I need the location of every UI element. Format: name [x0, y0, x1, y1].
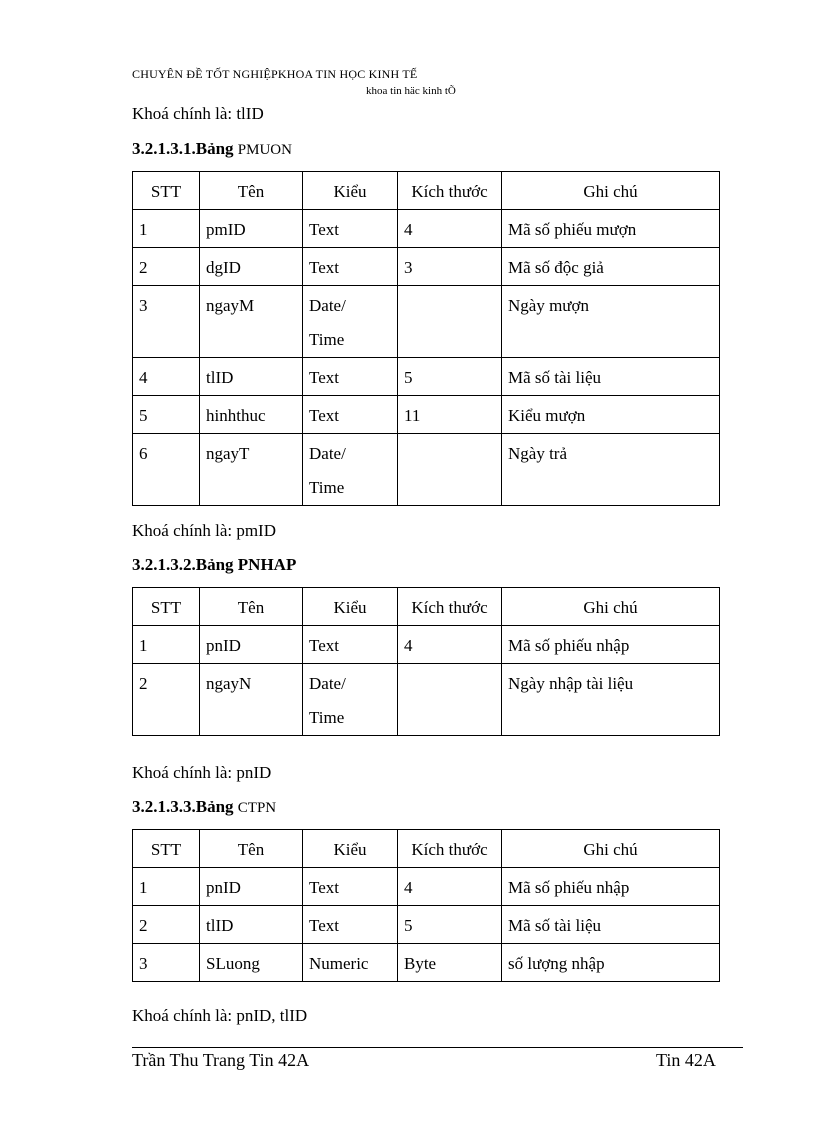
table-header-row — [133, 830, 720, 868]
table-cell — [398, 434, 502, 506]
table-cell: hinhthuc — [200, 396, 303, 434]
table-row — [133, 210, 720, 248]
table-cell: Mã số phiếu mượn — [502, 210, 720, 248]
column-header: STT — [133, 172, 200, 210]
section-heading — [132, 555, 296, 575]
page-header-subtitle: khoa tin häc kinh tÕ — [366, 85, 456, 97]
section-heading-number: 3.2.1.3.2.Bảng PNHAP — [132, 555, 297, 574]
primary-key-note: Khoá chính là: pnID, tlID — [132, 1006, 308, 1025]
primary-key-note: Khoá chính là: pnID — [132, 763, 272, 782]
table-cell: Text — [303, 396, 398, 434]
table-cell: Text — [303, 248, 398, 286]
table-cell: Text — [303, 358, 398, 396]
table-cell: 6 — [133, 434, 200, 506]
table-row — [133, 868, 720, 906]
table-cell: pnID — [200, 626, 303, 664]
table-cell: tlID — [200, 358, 303, 396]
column-header: Tên — [200, 588, 303, 626]
table-cell: Date/ Time — [303, 286, 398, 358]
section-table-name: PMUON — [237, 142, 292, 158]
section-heading-number: 3.2.1.3.1.Bảng — [132, 139, 234, 158]
table-cell: Text — [303, 210, 398, 248]
column-header: Kích thước — [398, 830, 502, 868]
table-cell: 2 — [133, 664, 200, 736]
column-header: Kiểu — [303, 588, 398, 626]
table-cell: ngayT — [200, 434, 303, 506]
table-cell: Date/ Time — [303, 434, 398, 506]
column-header: Ghi chú — [502, 588, 720, 626]
intro-primary-key: Khoá chính là: tlID — [132, 104, 264, 123]
table-header-row — [133, 172, 720, 210]
table-cell: tlID — [200, 906, 303, 944]
table-pnhap — [132, 587, 720, 736]
table-row — [133, 944, 720, 982]
table-cell — [398, 664, 502, 736]
table-cell: Numeric — [303, 944, 398, 982]
table-cell: Mã số tài liệu — [502, 358, 720, 396]
table-cell: Text — [303, 906, 398, 944]
table-row — [133, 434, 720, 506]
table-cell: 5 — [133, 396, 200, 434]
table-cell: pnID — [200, 868, 303, 906]
column-header: Kiểu — [303, 830, 398, 868]
table-cell: Ngày nhập tài liệu — [502, 664, 720, 736]
table-cell: 3 — [398, 248, 502, 286]
table-row — [133, 664, 720, 736]
table-cell: 11 — [398, 396, 502, 434]
table-row — [133, 396, 720, 434]
table-row — [133, 906, 720, 944]
footer-divider — [132, 1047, 743, 1048]
footer-author: Trần Thu Trang Tin 42A — [132, 1050, 310, 1070]
table-cell: ngayN — [200, 664, 303, 736]
table-cell: Kiểu mượn — [502, 396, 720, 434]
section-table-name: CTPN — [237, 800, 277, 816]
table-cell: Byte — [398, 944, 502, 982]
table-cell: 1 — [133, 626, 200, 664]
table-header-row — [133, 588, 720, 626]
column-header: STT — [133, 830, 200, 868]
page-header-title: CHUYÊN ĐỀ TỐT NGHIỆPKHOA TIN HỌC KINH TẾ — [132, 67, 418, 81]
table-cell: Mã số độc giả — [502, 248, 720, 286]
column-header: Ghi chú — [502, 830, 720, 868]
table-cell: 2 — [133, 248, 200, 286]
column-header: Ghi chú — [502, 172, 720, 210]
column-header: Kích thước — [398, 172, 502, 210]
primary-key-note: Khoá chính là: pmID — [132, 521, 276, 540]
table-cell: 1 — [133, 868, 200, 906]
table-row — [133, 286, 720, 358]
table-row — [133, 626, 720, 664]
table-cell: Text — [303, 626, 398, 664]
table-cell: Ngày mượn — [502, 286, 720, 358]
table-cell: 4 — [398, 868, 502, 906]
table-cell: 2 — [133, 906, 200, 944]
table-cell: Mã số tài liệu — [502, 906, 720, 944]
column-header: Kích thước — [398, 588, 502, 626]
column-header: STT — [133, 588, 200, 626]
table-cell: số lượng nhập — [502, 944, 720, 982]
section-heading — [132, 797, 276, 817]
table-cell: ngayM — [200, 286, 303, 358]
column-header: Kiểu — [303, 172, 398, 210]
table-cell: dgID — [200, 248, 303, 286]
table-cell: 3 — [133, 944, 200, 982]
table-cell: Text — [303, 868, 398, 906]
column-header: Tên — [200, 172, 303, 210]
table-ctpn — [132, 829, 720, 982]
table-cell: SLuong — [200, 944, 303, 982]
section-heading-number: 3.2.1.3.3.Bảng — [132, 797, 234, 816]
table-cell: Ngày trả — [502, 434, 720, 506]
table-cell: 4 — [398, 626, 502, 664]
column-header: Tên — [200, 830, 303, 868]
table-cell: Mã số phiếu nhập — [502, 868, 720, 906]
table-row — [133, 358, 720, 396]
table-cell: Date/ Time — [303, 664, 398, 736]
table-cell: 4 — [133, 358, 200, 396]
section-heading — [132, 139, 292, 159]
table-cell: Mã số phiếu nhập — [502, 626, 720, 664]
table-pmuon — [132, 171, 720, 506]
table-cell: 1 — [133, 210, 200, 248]
table-cell: 5 — [398, 358, 502, 396]
footer-class: Tin 42A — [656, 1050, 716, 1070]
table-cell: 5 — [398, 906, 502, 944]
table-cell: pmID — [200, 210, 303, 248]
table-cell — [398, 286, 502, 358]
table-cell: 4 — [398, 210, 502, 248]
table-cell: 3 — [133, 286, 200, 358]
table-row — [133, 248, 720, 286]
